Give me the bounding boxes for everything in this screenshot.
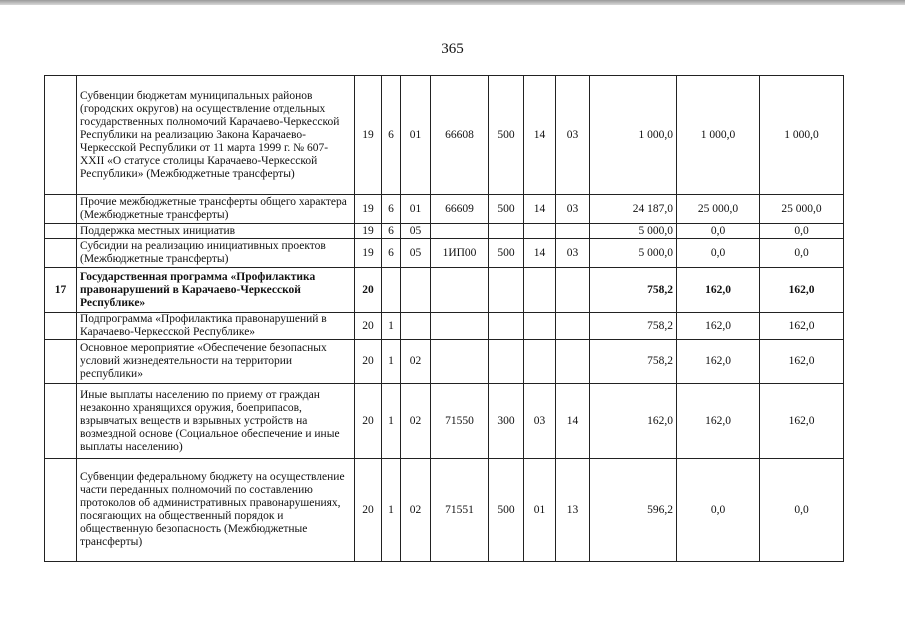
main-activity-code-cell: 02 [401, 340, 431, 384]
direction-code-cell: 1ИП00 [431, 239, 489, 268]
amount-year2-cell: 0,0 [677, 459, 760, 562]
direction-code-cell: 71550 [431, 384, 489, 459]
program-code-cell: 19 [355, 76, 382, 195]
subsection-cell [556, 313, 590, 340]
subsection-cell [556, 340, 590, 384]
subprogram-code-cell: 6 [382, 239, 401, 268]
description-cell: Основное мероприятие «Обеспечение безопасных условий жизнедеятельности на территории республики» [77, 340, 355, 384]
subprogram-code-cell: 6 [382, 76, 401, 195]
program-code-cell: 20 [355, 384, 382, 459]
expense-type-cell [489, 224, 524, 239]
amount-year1-cell: 758,2 [590, 340, 677, 384]
expense-type-cell: 500 [489, 195, 524, 224]
scan-top-edge [0, 0, 905, 5]
section-cell [524, 340, 556, 384]
table-row [45, 313, 844, 340]
description-cell: Иные выплаты населению по приему от граждан незаконно хранящихся оружия, боеприпасов, взрывчатых веществ и взрывных устройств на возмездной основе (Социальное обеспечение и иные выплаты населению) [77, 384, 355, 459]
table-row [45, 224, 844, 239]
budget-table [44, 75, 844, 562]
direction-code-cell: 71551 [431, 459, 489, 562]
section-cell: 14 [524, 76, 556, 195]
subsection-cell: 14 [556, 384, 590, 459]
subprogram-code-cell [382, 268, 401, 313]
table-row [45, 76, 844, 195]
description-cell: Поддержка местных инициатив [77, 224, 355, 239]
table-row [45, 340, 844, 384]
expense-type-cell: 300 [489, 384, 524, 459]
amount-year2-cell: 0,0 [677, 224, 760, 239]
subprogram-code-cell: 1 [382, 384, 401, 459]
section-cell [524, 268, 556, 313]
subsection-cell [556, 268, 590, 313]
subprogram-code-cell: 6 [382, 224, 401, 239]
expense-type-cell [489, 313, 524, 340]
table-row [45, 384, 844, 459]
amount-year3-cell: 1 000,0 [760, 76, 844, 195]
program-code-cell: 19 [355, 195, 382, 224]
description-cell: Прочие межбюджетные трансферты общего характера (Межбюджетные трансферты) [77, 195, 355, 224]
main-activity-code-cell: 01 [401, 76, 431, 195]
amount-year2-cell: 25 000,0 [677, 195, 760, 224]
subsection-cell: 03 [556, 76, 590, 195]
amount-year1-cell: 1 000,0 [590, 76, 677, 195]
direction-code-cell [431, 313, 489, 340]
direction-code-cell [431, 224, 489, 239]
subprogram-code-cell: 1 [382, 459, 401, 562]
section-cell: 01 [524, 459, 556, 562]
section-cell [524, 313, 556, 340]
program-code-cell: 20 [355, 268, 382, 313]
direction-code-cell [431, 340, 489, 384]
row-number-cell [45, 340, 77, 384]
expense-type-cell [489, 340, 524, 384]
amount-year1-cell: 758,2 [590, 313, 677, 340]
amount-year1-cell: 5 000,0 [590, 239, 677, 268]
amount-year3-cell: 162,0 [760, 340, 844, 384]
amount-year2-cell: 162,0 [677, 268, 760, 313]
amount-year3-cell: 162,0 [760, 268, 844, 313]
subsection-cell [556, 224, 590, 239]
amount-year1-cell: 162,0 [590, 384, 677, 459]
table-row [45, 459, 844, 562]
table-row [45, 195, 844, 224]
amount-year3-cell: 0,0 [760, 459, 844, 562]
program-code-cell: 19 [355, 239, 382, 268]
section-cell: 14 [524, 195, 556, 224]
program-code-cell: 20 [355, 340, 382, 384]
subprogram-code-cell: 1 [382, 340, 401, 384]
row-number-cell [45, 195, 77, 224]
direction-code-cell: 66609 [431, 195, 489, 224]
amount-year2-cell: 1 000,0 [677, 76, 760, 195]
row-number-cell [45, 224, 77, 239]
amount-year3-cell: 0,0 [760, 239, 844, 268]
description-cell: Субвенции федеральному бюджету на осуществление части переданных полномочий по составлению протоколов об административных правонарушениях, посягающих на общественный порядок и общественную безопасность (Межбюджетные трансферты) [77, 459, 355, 562]
subprogram-code-cell: 6 [382, 195, 401, 224]
expense-type-cell [489, 268, 524, 313]
program-code-cell: 20 [355, 459, 382, 562]
main-activity-code-cell [401, 268, 431, 313]
expense-type-cell: 500 [489, 239, 524, 268]
main-activity-code-cell: 02 [401, 459, 431, 562]
row-number-cell [45, 459, 77, 562]
amount-year2-cell: 0,0 [677, 239, 760, 268]
direction-code-cell: 66608 [431, 76, 489, 195]
expense-type-cell: 500 [489, 459, 524, 562]
subprogram-code-cell: 1 [382, 313, 401, 340]
amount-year2-cell: 162,0 [677, 340, 760, 384]
row-number-cell [45, 313, 77, 340]
main-activity-code-cell [401, 313, 431, 340]
expense-type-cell: 500 [489, 76, 524, 195]
row-number-cell [45, 239, 77, 268]
amount-year1-cell: 5 000,0 [590, 224, 677, 239]
amount-year2-cell: 162,0 [677, 313, 760, 340]
program-code-cell: 19 [355, 224, 382, 239]
amount-year1-cell: 758,2 [590, 268, 677, 313]
description-cell: Государственная программа «Профилактика правонарушений в Карачаево-Черкесской Республике» [77, 268, 355, 313]
description-cell: Подпрограмма «Профилактика правонарушений в Карачаево-Черкесской Республике» [77, 313, 355, 340]
amount-year2-cell: 162,0 [677, 384, 760, 459]
description-cell: Субсидии на реализацию инициативных проектов (Межбюджетные трансферты) [77, 239, 355, 268]
table-row [45, 239, 844, 268]
description-cell: Субвенции бюджетам муниципальных районов (городских округов) на осуществление отдельных государственных полномочий Карачаево-Черкесской Республики на реализацию Закона Карачаево-Черкесской Республики от 11 марта 1999 г. № 607-XXII «О статусе столицы Карачаево-Черкесской Республики» (Межбюджетные трансферты) [77, 76, 355, 195]
amount-year1-cell: 24 187,0 [590, 195, 677, 224]
amount-year3-cell: 162,0 [760, 313, 844, 340]
row-number-cell [45, 384, 77, 459]
subsection-cell: 03 [556, 239, 590, 268]
main-activity-code-cell: 01 [401, 195, 431, 224]
section-cell: 14 [524, 239, 556, 268]
program-code-cell: 20 [355, 313, 382, 340]
direction-code-cell [431, 268, 489, 313]
table-body [45, 76, 844, 562]
main-activity-code-cell: 05 [401, 224, 431, 239]
amount-year3-cell: 0,0 [760, 224, 844, 239]
row-number-cell [45, 76, 77, 195]
subsection-cell: 03 [556, 195, 590, 224]
table-row [45, 268, 844, 313]
section-cell: 03 [524, 384, 556, 459]
page-number: 365 [441, 41, 464, 57]
row-number-cell: 17 [45, 268, 77, 313]
subsection-cell: 13 [556, 459, 590, 562]
main-activity-code-cell: 05 [401, 239, 431, 268]
section-cell [524, 224, 556, 239]
amount-year1-cell: 596,2 [590, 459, 677, 562]
amount-year3-cell: 25 000,0 [760, 195, 844, 224]
amount-year3-cell: 162,0 [760, 384, 844, 459]
main-activity-code-cell: 02 [401, 384, 431, 459]
